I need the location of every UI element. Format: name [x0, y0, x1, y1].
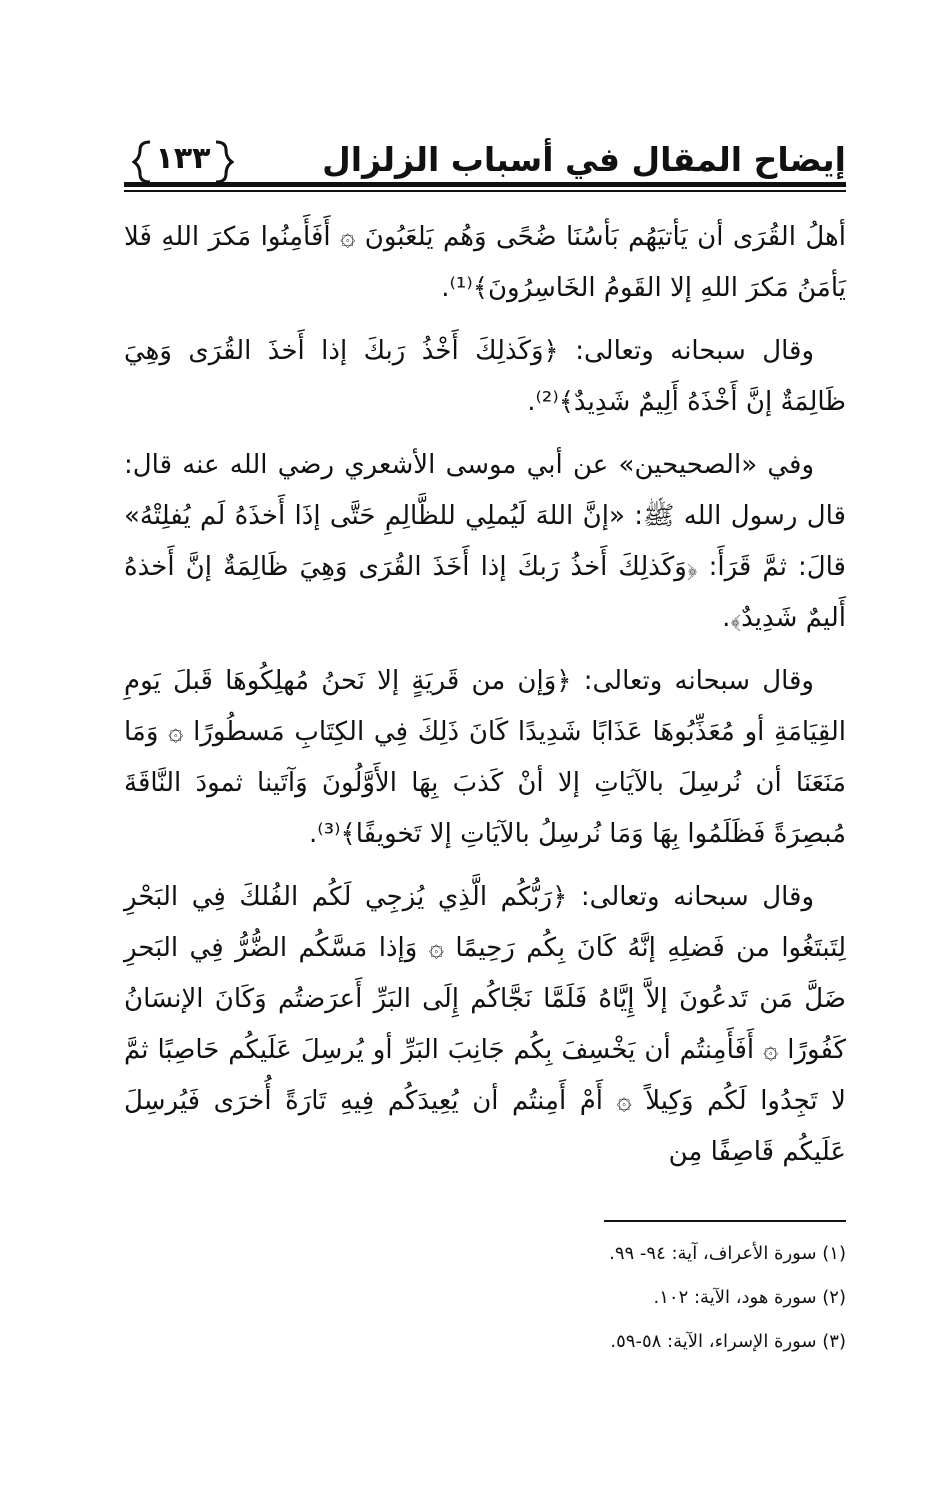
- page-number-ornament: [132, 138, 234, 182]
- paragraph: وفي «الصحيحين» عن أبي موسى الأشعري رضي الله عنه قال: قال رسول الله ﷺ: «إنَّ اللهَ لَيُملِي للظَّالِمِ حَتَّى إذَا أَخذَهُ لَم يُفلِتْهُ» قالَ: ثمَّ قَرَأَ: ﴿وَكَذلِكَ أَخذُ رَبكَ إذا أَخَذَ القُرَى وَهِيَ ظَالِمَةٌ إنَّ أَخذهُ أَليمٌ شَدِيدٌ﴾.: [124, 450, 846, 633]
- header-rule-thin: [124, 190, 846, 192]
- footnote: (٢) سورة هود، الآية: ١٠٢.: [653, 1287, 846, 1308]
- main-text: [124, 212, 846, 1190]
- footnote-separator: [604, 1220, 846, 1222]
- running-header: [124, 138, 846, 192]
- page-number: ١٣٣: [155, 141, 211, 176]
- paragraph: وقال سبحانه وتعالى: ﴿رَبُّكُم الَّذِي يُزجِي لَكُم الفُلكَ فِي البَحْرِ لِتَبتَغُوا من فَضلِهِ إنَّهُ كَانَ بِكُم رَحِيمًا ۞ وَإذا مَسَّكُم الضُّرُّ فِي البَحرِ ضَلَّ مَن تَدعُونَ إلاَّ إِيَّاهُ فَلَمَّا نَجَّاكُم إِلَى البَرِّ أَعرَضتُم وَكَانَ الإنسَانُ كَفُورًا ۞ أَفَأَمِنتُم أن يَخْسِفَ بِكُم جَانِبَ البَرِّ أو يُرسِلَ عَلَيكُم حَاصِبًا ثمَّ لا تَجِدُوا لَكُم وَكِيلاً ۞ أَمْ أَمِنتُم أن يُعِيدَكُم فِيهِ تَارَةً أُخرَى فَيُرسِلَ عَلَيكُم قَاصِفًا مِن: [124, 882, 846, 1167]
- footnote: (٣) سورة الإسراء، الآية: ٥٨-٥٩.: [610, 1331, 846, 1352]
- header-rule: [124, 182, 846, 187]
- paragraph: أهلُ القُرَى أن يَأتيَهُم بَأسُنَا ضُحًى وَهُم يَلعَبُونَ ۞ أَفَأَمِنُوا مَكرَ اللهِ فَلا يَأمَنُ مَكرَ اللهِ إلا القَومُ الخَاسِرُونَ﴾⁽¹⁾.: [124, 222, 846, 303]
- paragraph: وقال سبحانه وتعالى: ﴿وَإن من قَريَةٍ إلا نَحنُ مُهلِكُوهَا قَبلَ يَومِ القِيَامَةِ أو مُعَذِّبُوهَا عَذَابًا شَدِيدًا كَانَ ذَلِكَ فِي الكِتَابِ مَسطُورًا ۞ وَمَا مَنَعَنَا أن نُرسِلَ بالآيَاتِ إلا أنْ كَذبَ بِهَا الأَوَّلُونَ وَآتَينا ثمودَ النَّاقَةَ مُبصِرَةً فَظَلَمُوا بِهَا وَمَا نُرسِلُ بالآيَاتِ إلا تَخويفًا﴾⁽³⁾.: [124, 666, 846, 849]
- footnotes: [346, 1232, 846, 1364]
- footnote: (١) سورة الأعراف، آية: ٩٤- ٩٩.: [609, 1243, 846, 1264]
- book-title: إيضاح المقال في أسباب الزلزال: [322, 140, 846, 179]
- paragraph: وقال سبحانه وتعالى: ﴿وَكَذلِكَ أَخْذُ رَبكَ إذا أَخذَ القُرَى وَهِيَ ظَالِمَةٌ إنَّ أَخْذَهُ أَلِيمٌ شَدِيدٌ﴾⁽²⁾.: [124, 336, 846, 417]
